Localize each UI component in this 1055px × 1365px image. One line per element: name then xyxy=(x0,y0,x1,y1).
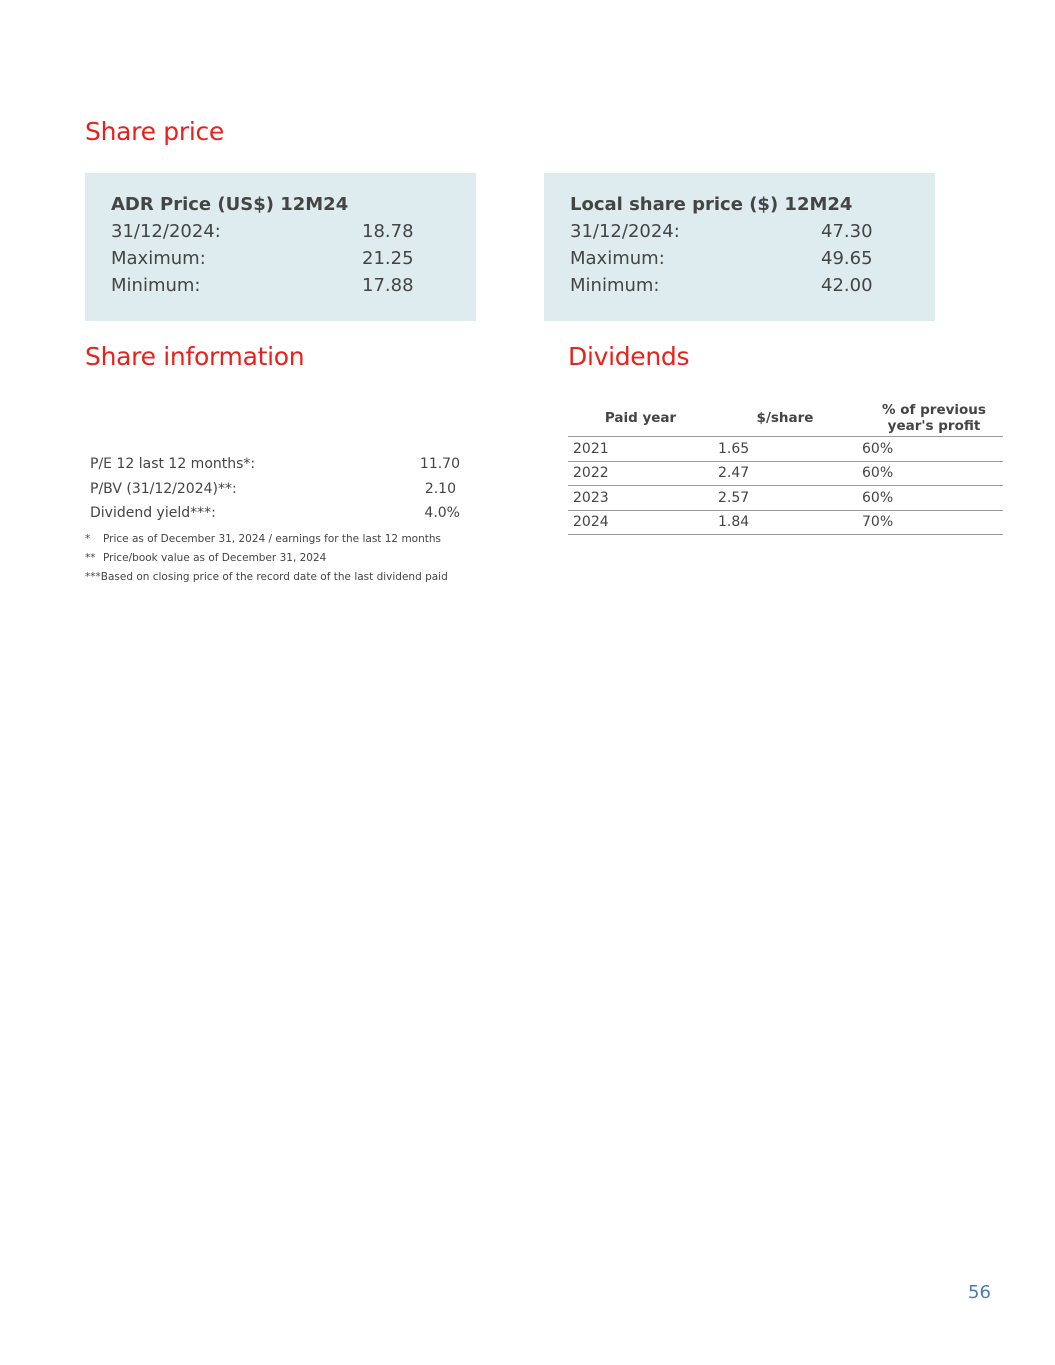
share-information-heading: Share information xyxy=(85,342,305,371)
adr-price-row xyxy=(111,272,476,299)
local-price-title: Local share price ($) 12M24 xyxy=(570,194,853,215)
share-info-row xyxy=(85,477,465,502)
adr-price-value: 18.78 xyxy=(362,221,414,242)
share-info-row xyxy=(85,452,465,477)
page-number: 56 xyxy=(968,1282,991,1303)
table-row xyxy=(568,510,1003,535)
per-share-cell: 2.57 xyxy=(713,486,857,511)
share-info-row xyxy=(85,501,465,526)
paid-year-cell: 2022 xyxy=(568,461,713,486)
footnotes xyxy=(85,530,448,587)
dividends-table xyxy=(568,399,1003,535)
share-info-value: 2.10 xyxy=(424,480,456,497)
adr-price-label: Maximum: xyxy=(111,248,206,269)
table-row xyxy=(568,461,1003,486)
share-info-value: 11.70 xyxy=(419,456,460,472)
adr-price-value: 21.25 xyxy=(362,248,414,269)
share-info-value: 4.0% xyxy=(424,505,460,521)
per-share-cell: 2.47 xyxy=(713,461,857,486)
dividends-heading: Dividends xyxy=(568,342,690,371)
local-price-label: Minimum: xyxy=(570,275,660,296)
share-price-heading: Share price xyxy=(85,117,225,146)
column-header-paid-year: Paid year xyxy=(568,399,713,437)
share-info-label: Dividend yield***: xyxy=(90,505,216,521)
paid-year-cell: 2024 xyxy=(568,510,713,535)
profit-percent-cell: 60% xyxy=(857,486,1003,511)
adr-price-row xyxy=(111,218,476,245)
adr-price-row xyxy=(111,245,476,272)
profit-percent-cell: 60% xyxy=(857,461,1003,486)
footnote-text: ***Based on closing price of the record date of the last dividend paid xyxy=(85,571,448,583)
dividends-header-row xyxy=(568,399,1003,437)
footnote xyxy=(85,568,448,587)
footnote-mark: ** xyxy=(85,552,96,564)
table-row xyxy=(568,437,1003,462)
column-header-per-share: $/share xyxy=(713,399,857,437)
local-price-label: Maximum: xyxy=(570,248,665,269)
per-share-cell: 1.65 xyxy=(713,437,857,462)
share-info-label: P/E 12 last 12 months*: xyxy=(90,456,256,472)
local-price-row xyxy=(570,245,935,272)
footnote-text: Price/book value as of December 31, 2024 xyxy=(103,552,327,564)
local-price-row xyxy=(570,272,935,299)
footnote-mark: * xyxy=(85,533,91,545)
local-price-label: 31/12/2024: xyxy=(570,221,680,242)
footnote-text: Price as of December 31, 2024 / earnings for the last 12 months xyxy=(103,533,442,545)
paid-year-cell: 2021 xyxy=(568,437,713,462)
local-price-row xyxy=(570,218,935,245)
local-price-box xyxy=(544,173,935,321)
local-price-value: 49.65 xyxy=(821,248,873,269)
adr-price-label: Minimum: xyxy=(111,275,201,296)
adr-price-title: ADR Price (US$) 12M24 xyxy=(111,194,349,215)
footnote xyxy=(85,549,448,568)
profit-percent-cell: 70% xyxy=(857,510,1003,535)
share-info-label: P/BV (31/12/2024)**: xyxy=(90,480,237,497)
table-row xyxy=(568,486,1003,511)
adr-price-value: 17.88 xyxy=(362,275,414,296)
profit-percent-cell: 60% xyxy=(857,437,1003,462)
adr-price-label: 31/12/2024: xyxy=(111,221,221,242)
column-header-profit-percent: % of previous year's profit xyxy=(857,399,1003,437)
per-share-cell: 1.84 xyxy=(713,510,857,535)
local-price-value: 47.30 xyxy=(821,221,873,242)
adr-price-box xyxy=(85,173,476,321)
paid-year-cell: 2023 xyxy=(568,486,713,511)
footnote xyxy=(85,530,448,549)
share-information-list xyxy=(85,452,465,526)
local-price-value: 42.00 xyxy=(821,275,873,296)
